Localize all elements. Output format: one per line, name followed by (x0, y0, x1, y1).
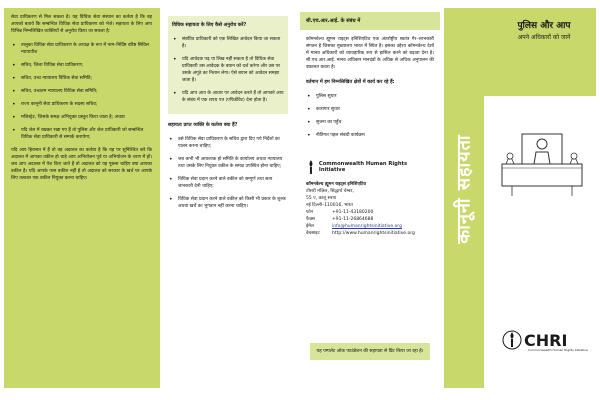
chri-wordmark: CHRI (524, 330, 568, 350)
list-item: • कारागार सुधार (306, 106, 434, 113)
website-link[interactable]: http://www.humanrightsinitiative.org (332, 231, 415, 236)
about-paragraph: कॉमनवेल्थ ह्यूमन राइट्स इनिशिएटिव एक अंतर्राष्ट्रीय स्वतंत्र गैर–लाभकारी संगठन है जिसका मुख्यालय भारत में स्थित है। इसका उद्देश्य कॉमनवेल्थ देशों में मानव अधिकारों को व्यावहारिक रूप से हासिल करने को बढ़ावा देना है। सी.एच.आर.आई. मानव अधिकार मानदंडों के अधिक से अधिक अनुपालन की वकालत करता है। (306, 37, 434, 70)
authority-list (11, 42, 152, 141)
vertical-title-text: कानूनी सहायता (454, 134, 475, 244)
list-item: • सचिव, उच्च न्यायालय विधिक सेवा समिति; (11, 75, 152, 82)
list-item: • सूचना का पहुँच (306, 119, 434, 126)
list-item: • जब कभी भी आवश्यक हो समिति के कार्यालय अथवा न्यायालय तथा उसके लिए नियुक्त वकील के समक्ष उपस्थित होना चाहिए; (168, 156, 288, 170)
list-item: • नीतिगत पहल संबंधी कार्यक्रम (306, 132, 434, 139)
list-item: • सचिव, उच्चतम न्यायालय विधिक सेवा समिति; (11, 88, 152, 95)
fax-label: फैक्स (306, 217, 315, 222)
duties-heading: सहायता प्राप्त व्यक्ति के कर्तव्य क्या हैं? (168, 123, 238, 128)
email-link[interactable]: info@humanrightsinitiative.org (332, 224, 402, 229)
address-line: 55 ए, कालू सराय (306, 196, 337, 201)
list-item: • मजिस्ट्रेट, जिसके समक्ष अभियुक्त प्रस्तुत किया जाता है; अथवा (11, 114, 152, 121)
fax-row (306, 216, 434, 223)
request-list (172, 36, 284, 104)
fax-value: +91-11-26864688 (332, 217, 374, 222)
panel-how-to-request (162, 8, 294, 388)
phone-value: +91-11-43180200 (332, 210, 374, 215)
cover-title: पुलिस और आप (517, 21, 571, 31)
address-line: नई दिल्ली–110016, भारत (306, 203, 353, 208)
list-item: • यदि आप आय के आधार पर आवेदन करते हैं तो आपको आय के संबंध में एक शपथ पत्र (एफिडेविट) देना होता है। (172, 90, 284, 104)
list-item: • पुलिस सुधार (306, 93, 434, 100)
about-heading: सी.एच.आर.आई. के संबंध में (300, 12, 440, 30)
custody-paragraph: यदि आप हिरासत में हैं तो वह अदालत का कर्तव्य है कि यह पर सुनिश्चित करे कि अदालत में आपका वकील हो चाहे आप अभियोजन पूर्व या अभियोजन के चरण में हों। जब आप अदालत में पेश किए जाते हैं तो अदालत को यह पूछना चाहिए क्या आपका वकील है। यदि आपके पास वकील नहीं है तो अदालत को सरकार के खर्च पर आपके लिए तत्काल एक वकील नियुक्त करना चाहिए। (11, 148, 152, 181)
website-row (306, 230, 434, 237)
cover-subtitle: अपने अधिकारों को जानें (517, 34, 571, 41)
list-item: • राज्य कानूनी सेवा प्राधिकरण के सदस्य सचिव; (11, 101, 152, 108)
work-areas-heading: वर्तमान में हम निम्नलिखित क्षेत्रों में कार्य कर रहे हैं: (306, 80, 395, 85)
intro-paragraph: सेवा प्राधिकरण से मिल सकता है। यह विधिक सेवा संस्थान का कर्तव्य है कि वह आपको बताये कि सम्बन्धित विधिक सेवा प्राधिकरण को भेजे। सहायता के लिए आप विभिन्न निम्नलिखित व्यक्तियों से अनुरोध किया जा सकता है: (11, 15, 152, 34)
email-label: ईमेल (306, 224, 314, 229)
panel-legal-aid-contacts (4, 8, 160, 388)
org-name-hindi: कॉमनवेल्थ ह्यूमन राइट्स इनिशिएटिव (306, 182, 366, 187)
commonwealth-logo (306, 159, 434, 175)
address-block (306, 181, 434, 237)
chri-logo (502, 328, 588, 352)
list-item: • तालुका विधिक सेवा प्राधिकरण के अध्यक्ष के रूप में नाम–निर्दिष्ट वरिष्ठ सिविल न्यायाधीश (11, 42, 152, 56)
list-item: • सचिव, जिला विधिक सेवा प्राधिकरण; (11, 62, 152, 69)
website-label: वेबसाइट (306, 231, 320, 236)
list-item: • संबंधित प्राधिकारी को एक लिखित आवेदन किया जा सकता है। (172, 36, 284, 50)
request-box (168, 16, 288, 114)
list-item: • उसे विधिक सेवा प्राधिकरण के सचिव द्वारा दिए गये निर्देशों का पालन करना चाहिए; (168, 136, 288, 150)
request-heading: विधिक सहायता के लिए कैसे अनुरोध करें? (172, 23, 247, 28)
chri-fullname: Commonwealth Human Rights Initiative (528, 348, 588, 352)
address-line: तीसरी मंज़िल, सिद्धार्थ चेम्बर, (306, 189, 354, 194)
courtroom-illustration (492, 108, 592, 208)
torch-icon (306, 159, 316, 175)
org-name: Commonwealth Human Rights Initiative (318, 161, 408, 173)
phone-row (306, 209, 434, 216)
duties-list (168, 136, 288, 210)
work-areas-list (306, 93, 434, 139)
list-item: • यदि जेल में रखकर रखा गए हैं तो पुलिस और जेल प्राधिकारी जो सम्बन्धित विधिक सेवा प्राधिकारी से सम्पर्क करायेगा; (11, 127, 152, 141)
phone-label: फोन (306, 210, 314, 215)
panel-cover (444, 8, 596, 388)
panel-about-chri (300, 8, 440, 388)
email-row (306, 223, 434, 230)
vertical-title (448, 126, 480, 252)
cover-title-block (496, 18, 592, 41)
list-item: • विधिक सेवा प्रदान करने वाले वकील को सम्पूर्ण तथा सत्य जानकारी देनी चाहिए; (168, 176, 288, 190)
sponsor-note: यह पम्पलेट ओक फाउंडेशन की सहायता से प्रिंट किया जा रहा है। (310, 343, 430, 360)
list-item: • यदि आवेदक पढ़ या लिख नहीं सकता है तो विधिक सेवा प्राधिकारी उस आवेदक के बयान को दर्ज करेगा और उस पर उसके अंगूठे का निशान लेगा। ऐसे बयान को आवेदन समझा जाता है। (172, 56, 284, 84)
torch-icon (502, 328, 522, 352)
list-item: • विधिक सेवा प्रदान करने वाले वकील को किसी भी प्रकार के शुल्क अथवा खर्चे का भुगतान नहीं करना चाहिए। (168, 196, 288, 210)
